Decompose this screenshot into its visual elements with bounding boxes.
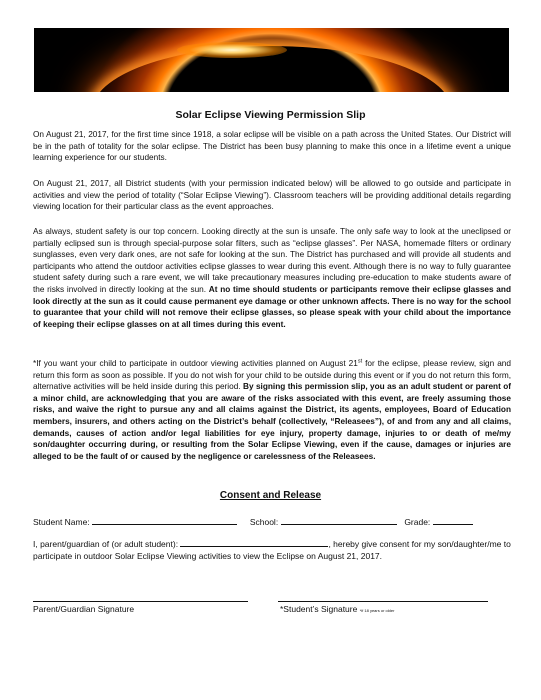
student-info-row [33,515,473,527]
release-waiver-bold: By signing this permission slip, you as an adult student or parent of a minor child, are acknowledging that you are aware of the risks associated with this event, are freely assuming those risks, and waive the right to pursue any and all claims against the District, its agents, employees, Board of Education members, insurers, and others acting on the District’s behalf (collectively, “Releasees”), of and from any and all claims, demands, causes of action and/or legal liabilities for eye injury, property damage, injuries to or death of me/my son/daughter occurring during, or resulting from the Solar Eclipse Viewing, even if the cause, damages or injuries are alleged to be the fault of or caused by the negligence or carelessness of the Releasees. [33,382,512,461]
release-instructions: *If you want your child to participate in outdoor viewing activities planned on August 21 [33,359,358,368]
school-label: School: [249,517,279,527]
consent-text-end: son/daughter/me to participate in outdoor Solar Eclipse Viewing activities to view the Eclipse on August 21, 2017. [33,539,511,561]
consent-heading: Consent and Release [219,490,322,501]
student-name-label: Student Name: [33,517,90,527]
student-signature-label-row [280,604,394,614]
solar-eclipse-banner-image [34,28,509,92]
consent-text-mid: , hereby give consent for my [328,539,436,549]
student-name-field[interactable] [92,515,237,525]
participation-paragraph: On August 21, 2017, all District students (with your permission indicated below) will be allowed to go outside and participate in activities and view the period of totality (“Solar Eclipse Viewing”). Classroom teachers will be providing additional details regarding viewing location for their particular class as the event approaches. [33,179,511,212]
parent-signature-line[interactable] [33,601,248,602]
school-field[interactable] [281,515,397,525]
student-signature-line[interactable] [278,601,488,602]
parent-signature-label: Parent/Guardian Signature [33,604,135,614]
consent-text-start: I, parent/guardian of (or adult student): [33,539,179,549]
page-title: Solar Eclipse Viewing Permission Slip [175,109,366,121]
consent-statement [33,537,511,562]
safety-text: As always, student safety is our top concern. Looking directly at the sun is unsafe. The only safe way to look at the uneclipsed or partially eclipsed sun is through special-purpose solar filters, such as “eclipse glasses”. Per NASA, homemade filters or ordinary sunglasses, even very dark ones, are not safe for looking at the sun. The District has purchased and will provide all students and participants who attend the outdoor activities eclipse glasses to wear during this event. Although there is no way to fully guarantee student safety during such a rare event, we will take precautionary measures including pre-education to make students aware of the risks involved in directly looking at the sun. [33,227,511,294]
student-signature-note: *if 18 years or older [359,608,395,613]
intro-paragraph: On August 21, 2017, for the first time since 1918, a solar eclipse will be visible on a path across the United States. Our District will be in the path of totality for the solar eclipse. The District has been busy planning to make this once in a lifetime event a unique learning experience for our students. [33,130,511,163]
release-paragraph [33,358,511,462]
grade-label: Grade: [404,517,431,527]
safety-warning-bold: At no time should students or participants remove their eclipse glasses and look directly at the sun as it could cause permanent eye damage or other unknown affects. There is no way for the school to guarantee that your child will not remove their eclipse glasses, so please speak with your child about the importance of keeping their eclipse glasses on at all times during this event. [33,284,511,329]
release-instructions-cont: for the eclipse, please review, sign and return this form as soon as possible. If you do not wish for your child to be outside during this event or if you do not return this form, alternative activities will be held inside during this period. [33,359,511,392]
safety-paragraph [33,226,511,330]
student-signature-label: *Student’s Signature [280,604,358,614]
student-parent-name-field[interactable] [180,537,328,547]
grade-field[interactable] [433,515,473,525]
date-superscript: st [357,358,363,365]
